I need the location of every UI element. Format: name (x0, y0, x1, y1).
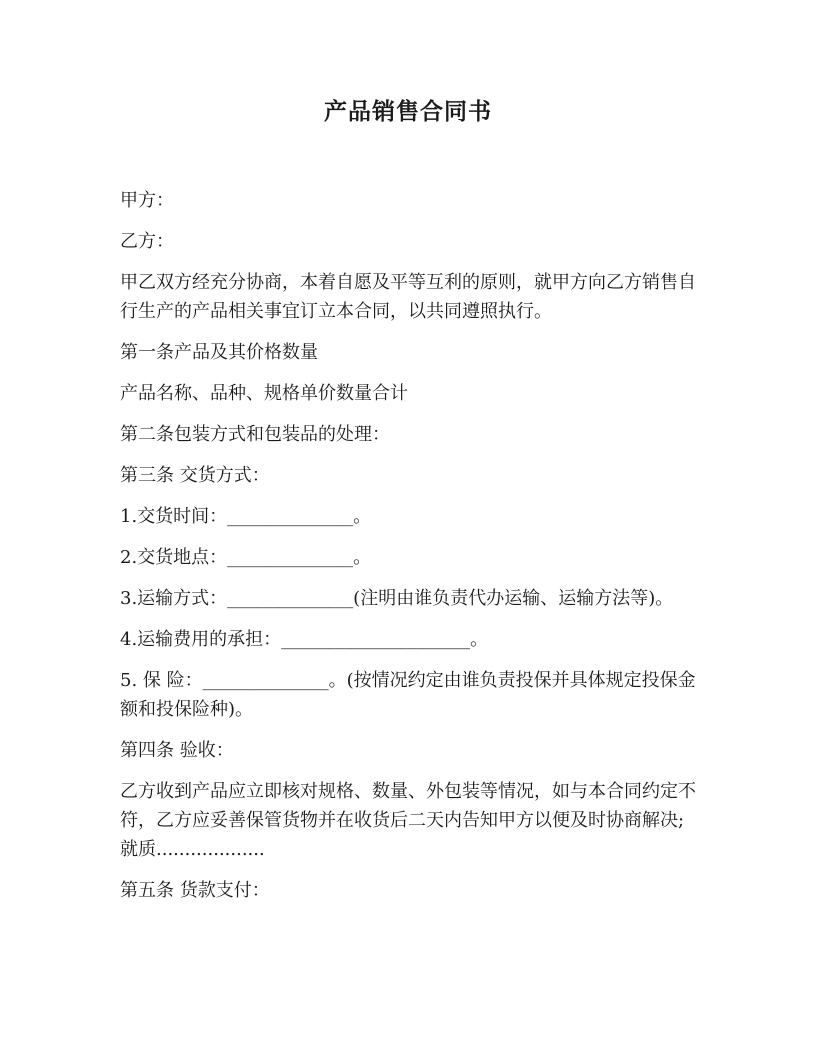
transport-method-line: 3.运输方式：______________(注明由谁负责代办运输、运输方法等)。 (120, 588, 674, 609)
party-b-line: 乙方： (120, 231, 174, 252)
delivery-place-line: 2.交货地点：______________。 (120, 547, 372, 568)
insurance-line: 5. 保 险：______________。(按情况约定由谁负责投保并具体规定投保金额和投保险种)。 (120, 670, 696, 720)
party-a-line: 甲方： (120, 190, 174, 211)
document-body (120, 186, 696, 905)
article-5-heading: 第五条 货款支付： (120, 880, 270, 901)
preamble-paragraph: 甲乙双方经充分协商，本着自愿及平等互利的原则，就甲方向乙方销售自行生产的产品相关事宜订立本合同，以共同遵照执行。 (120, 272, 696, 322)
inspection-paragraph: 乙方收到产品应立即核对规格、数量、外包装等情况，如与本合同约定不符，乙方应妥善保管货物并在收货后二天内告知甲方以便及时协商解决;就质................... (120, 781, 696, 860)
document-title: 产品销售合同书 (324, 98, 492, 125)
article-3-heading: 第三条 交货方式： (120, 465, 270, 486)
delivery-time-line: 1.交货时间：______________。 (120, 506, 372, 527)
transport-cost-line: 4.运输费用的承担：_____________________。 (120, 629, 489, 650)
article-2-heading: 第二条包装方式和包装品的处理： (120, 424, 390, 445)
article-4-heading: 第四条 验收： (120, 740, 234, 761)
product-columns-line: 产品名称、品种、规格单价数量合计 (120, 383, 408, 404)
article-1-heading: 第一条产品及其价格数量 (120, 342, 318, 363)
